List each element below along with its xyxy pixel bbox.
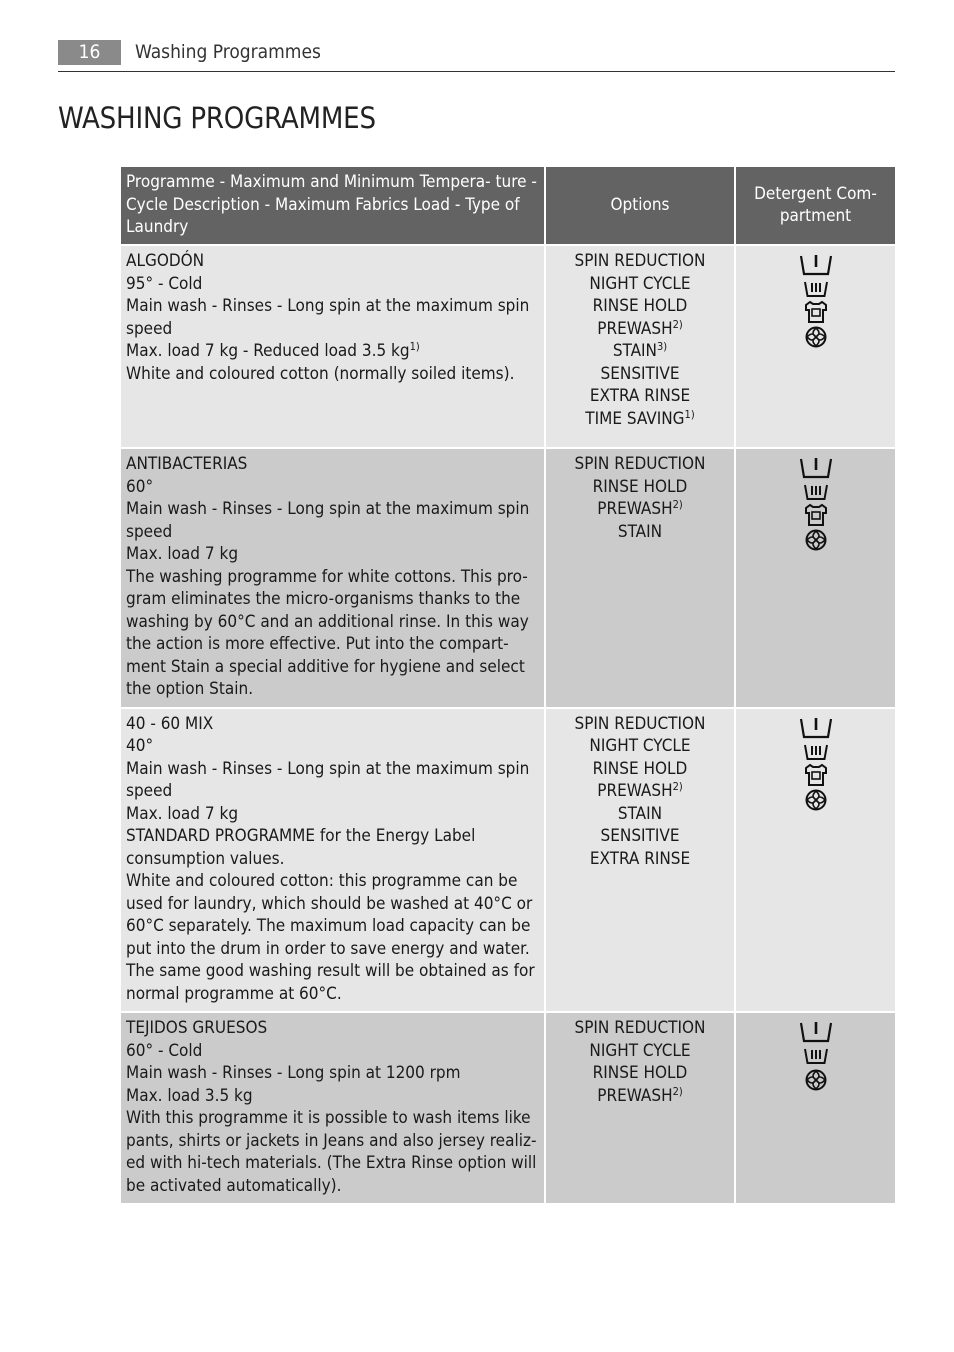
option-item bbox=[551, 408, 729, 431]
option-item bbox=[551, 250, 729, 273]
option-label: RINSE HOLD bbox=[592, 1063, 688, 1083]
table-row bbox=[121, 1013, 895, 1205]
softener-icon bbox=[803, 527, 829, 553]
load-text: Max. load 7 kg - Reduced load 3.5 kg bbox=[126, 341, 410, 361]
programme-cell bbox=[121, 709, 544, 1014]
laundry-type-strong: White and coloured cotton bbox=[126, 363, 329, 384]
main-wash-icon bbox=[799, 715, 833, 741]
option-item bbox=[551, 1085, 729, 1108]
options-cell bbox=[546, 449, 734, 709]
programme-name: ALGODÓN bbox=[126, 251, 205, 271]
column-header-options: Options bbox=[546, 167, 734, 246]
programme-cell bbox=[121, 1013, 544, 1205]
option-item bbox=[551, 363, 729, 386]
option-label: SENSITIVE bbox=[600, 363, 680, 384]
option-item bbox=[551, 273, 729, 296]
stain-icon bbox=[802, 763, 830, 787]
table-header-row bbox=[121, 167, 895, 246]
programme-description: With this programme it is possible to wash items like pants, shirts or jackets in Jeans and also jersey realiz- ed with hi-tech materials. (The Extra Rinse option will be activated automatically). bbox=[126, 1108, 537, 1196]
option-item bbox=[551, 848, 729, 871]
programme-description: The washing programme for white cottons. This pro- gram eliminates the micro-organisms thanks to the washing by 60°C and an additional rinse. In this way the action is more effective. Put into the compart- ment Stain a special additive for hygiene and select the option Stain. bbox=[126, 566, 529, 699]
programme-temperature: 95° - Cold bbox=[126, 273, 203, 294]
detergent-cell bbox=[736, 709, 895, 1014]
laundry-type-detail: : this programme can be used for laundry, which should be washed at 40°C or 60°C separately. The maximum load capacity can be put into the drum in order to save energy and water. The same good washing result will be obtained as for normal programme at 60°C. bbox=[126, 871, 535, 1004]
option-item bbox=[551, 780, 729, 803]
programme-cycle: Main wash - Rinses - Long spin at the maximum spin speed bbox=[126, 499, 530, 542]
softener-icon bbox=[803, 324, 829, 350]
programme-name: 40 - 60 MIX bbox=[126, 713, 214, 734]
option-label: RINSE HOLD bbox=[592, 476, 688, 497]
option-item bbox=[551, 453, 729, 476]
option-label: PREWASH bbox=[597, 318, 673, 339]
laundry-type-detail: (normally soiled items). bbox=[328, 363, 515, 384]
prewash-icon bbox=[802, 741, 830, 763]
prewash-icon bbox=[802, 481, 830, 503]
programme-standard-note: STANDARD PROGRAMME for the Energy Label consumption values. bbox=[126, 826, 476, 869]
option-item bbox=[551, 825, 729, 848]
table-row bbox=[121, 709, 895, 1014]
option-item bbox=[551, 385, 729, 408]
option-item bbox=[551, 713, 729, 736]
option-item bbox=[551, 340, 729, 363]
option-label: PREWASH bbox=[597, 781, 673, 801]
option-item bbox=[551, 521, 729, 544]
option-item bbox=[551, 1062, 729, 1085]
option-label: SPIN REDUCTION bbox=[574, 713, 706, 734]
main-wash-icon bbox=[799, 252, 833, 278]
option-item bbox=[551, 1017, 729, 1040]
programme-cell bbox=[121, 246, 544, 449]
programme-laundry-type bbox=[126, 870, 539, 1005]
option-item bbox=[551, 498, 729, 521]
option-label: STAIN bbox=[617, 803, 663, 824]
option-label: STAIN bbox=[617, 521, 663, 542]
options-cell bbox=[546, 1013, 734, 1205]
detergent-cell bbox=[736, 449, 895, 709]
page-number: 16 bbox=[58, 40, 121, 65]
option-item bbox=[551, 476, 729, 499]
footnote-marker: 1) bbox=[409, 340, 420, 353]
table-row bbox=[121, 449, 895, 709]
laundry-type-strong: White and coloured cotton bbox=[126, 871, 329, 891]
option-item bbox=[551, 735, 729, 758]
detergent-cell bbox=[736, 1013, 895, 1205]
table-row bbox=[121, 246, 895, 449]
option-label: SPIN REDUCTION bbox=[574, 251, 706, 271]
option-item bbox=[551, 803, 729, 826]
option-label: NIGHT CYCLE bbox=[589, 273, 691, 294]
stain-icon bbox=[802, 503, 830, 527]
programme-temperature: 60° - Cold bbox=[126, 1040, 203, 1061]
programmes-table bbox=[119, 167, 897, 1205]
programme-temperature: 60° bbox=[126, 476, 154, 497]
option-item bbox=[551, 295, 729, 318]
option-label: EXTRA RINSE bbox=[589, 848, 691, 869]
programme-cycle: Main wash - Rinses - Long spin at the maximum spin speed bbox=[126, 758, 530, 801]
option-item bbox=[551, 758, 729, 781]
option-item bbox=[551, 1040, 729, 1063]
programme-name: TEJIDOS GRUESOS bbox=[126, 1018, 268, 1038]
option-label: PREWASH bbox=[597, 1085, 673, 1106]
footnote-marker: 1) bbox=[684, 407, 695, 421]
programme-temperature: 40° bbox=[126, 736, 154, 756]
softener-icon bbox=[803, 1067, 829, 1093]
column-header-programme: Programme - Maximum and Minimum Tempera- ture - Cycle Description - Maximum Fabrics Load - Type of Laundry bbox=[121, 167, 544, 246]
option-label: PREWASH bbox=[597, 499, 673, 519]
prewash-icon bbox=[802, 1045, 830, 1067]
page-title: WASHING PROGRAMMES bbox=[58, 101, 376, 135]
stain-icon bbox=[802, 300, 830, 324]
option-label: RINSE HOLD bbox=[592, 758, 688, 779]
header-section-title: Washing Programmes bbox=[135, 41, 321, 63]
footnote-marker: 2) bbox=[672, 317, 683, 331]
main-wash-icon bbox=[799, 1019, 833, 1045]
programme-cycle: Main wash - Rinses - Long spin at 1200 rpm bbox=[126, 1063, 461, 1083]
option-label: NIGHT CYCLE bbox=[589, 736, 691, 756]
footnote-marker: 2) bbox=[672, 498, 683, 511]
footnote-marker: 2) bbox=[672, 1084, 683, 1098]
column-header-detergent: Detergent Com- partment bbox=[736, 167, 895, 246]
option-label: STAIN bbox=[612, 341, 657, 361]
detergent-cell bbox=[736, 246, 895, 449]
programme-cycle: Main wash - Rinses - Long spin at the maximum spin speed bbox=[126, 296, 530, 339]
main-wash-icon bbox=[799, 455, 833, 481]
option-label: RINSE HOLD bbox=[592, 296, 688, 316]
programme-load: Max. load 7 kg bbox=[126, 544, 239, 564]
option-label: SPIN REDUCTION bbox=[574, 454, 706, 474]
programme-load: Max. load 7 kg bbox=[126, 803, 239, 824]
programme-name: ANTIBACTERIAS bbox=[126, 454, 248, 474]
option-label: SPIN REDUCTION bbox=[574, 1018, 706, 1038]
options-cell bbox=[546, 246, 734, 449]
footnote-marker: 2) bbox=[672, 780, 683, 793]
option-item bbox=[551, 318, 729, 341]
programme-laundry-type bbox=[126, 363, 539, 386]
option-label: NIGHT CYCLE bbox=[589, 1040, 691, 1061]
options-cell bbox=[546, 709, 734, 1014]
programme-cell bbox=[121, 449, 544, 709]
page-header bbox=[58, 40, 895, 72]
programme-load bbox=[126, 340, 539, 363]
prewash-icon bbox=[802, 278, 830, 300]
programme-load: Max. load 3.5 kg bbox=[126, 1085, 253, 1106]
footnote-marker: 3) bbox=[656, 340, 668, 353]
option-label: EXTRA RINSE bbox=[589, 386, 691, 406]
softener-icon bbox=[803, 787, 829, 813]
option-label: SENSITIVE bbox=[600, 826, 680, 846]
option-label: TIME SAVING bbox=[585, 408, 685, 429]
